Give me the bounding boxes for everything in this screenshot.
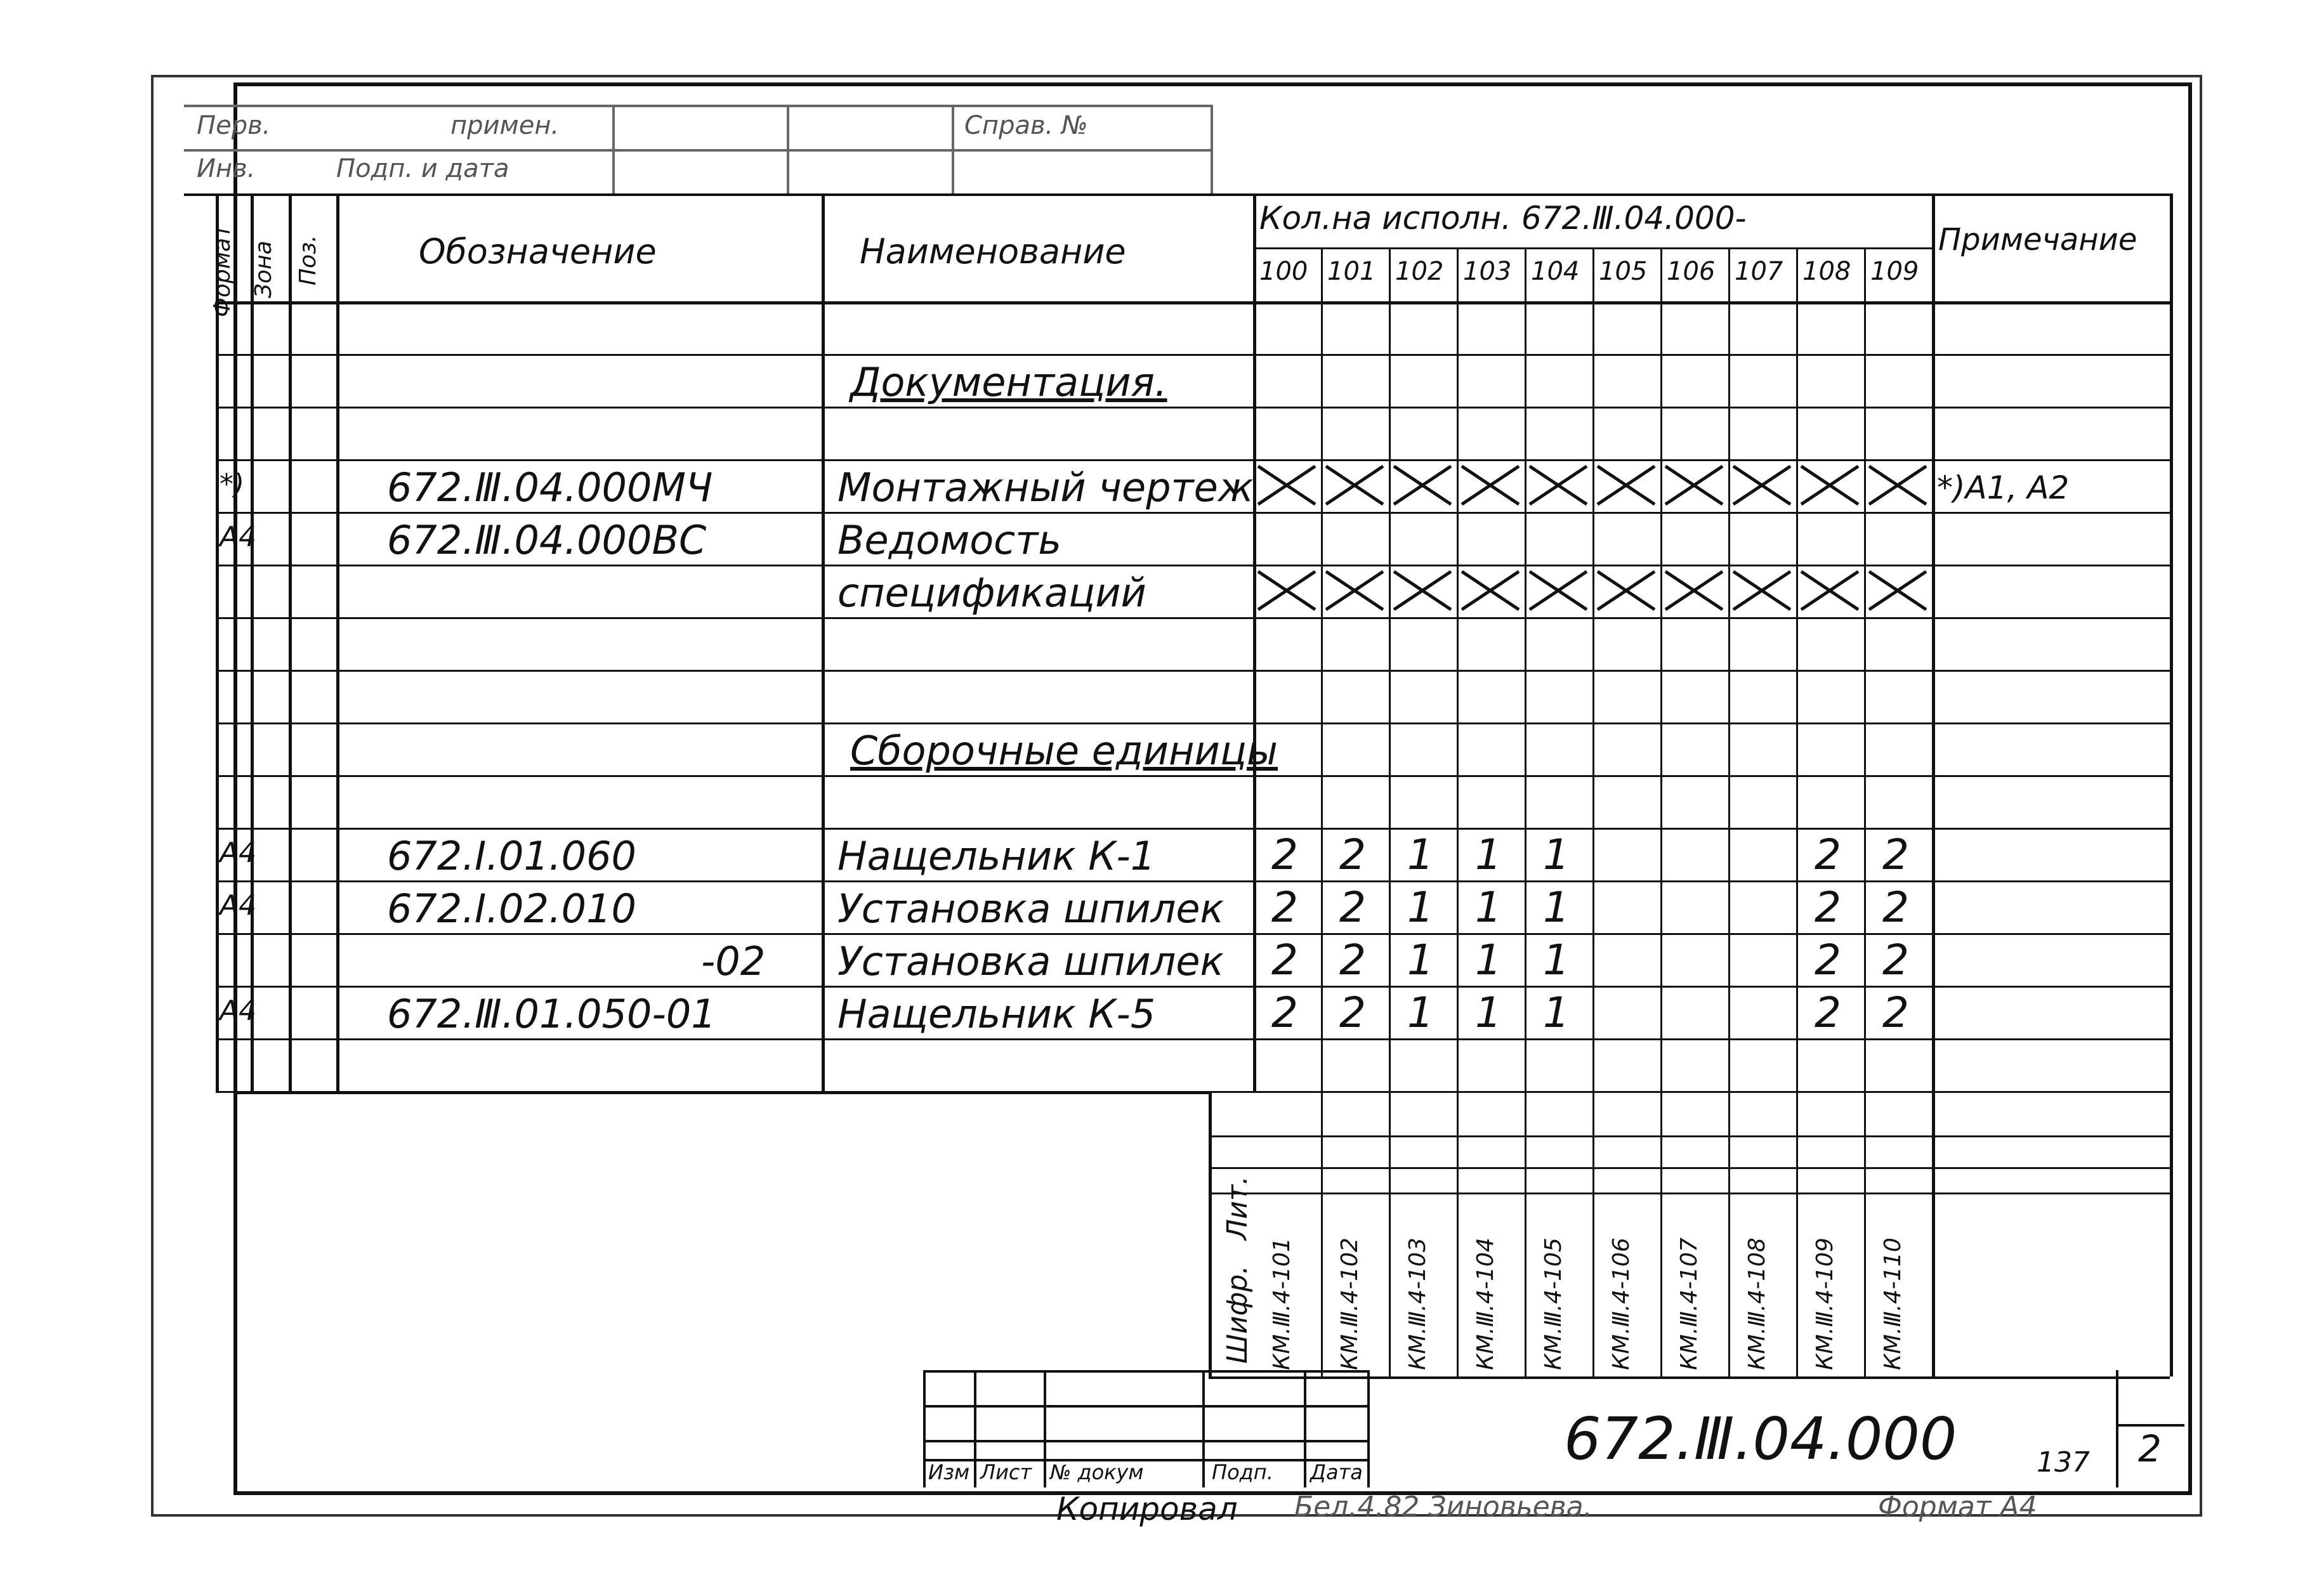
cipher-5: КМ.Ⅲ.4-105	[1540, 1238, 1566, 1370]
row-designation: -02	[701, 938, 766, 984]
cipher-label: Шифр.	[1221, 1265, 1254, 1364]
row-name: Монтажный чертеж	[837, 464, 1254, 511]
page-number: 137	[2037, 1446, 2090, 1479]
col-format-header: Формат	[209, 224, 235, 317]
cipher-7: КМ.Ⅲ.4-107	[1676, 1238, 1702, 1370]
cipher-3: КМ.Ⅲ.4-103	[1405, 1238, 1431, 1370]
row-format: *)	[220, 468, 245, 500]
variant-header-100: 100	[1259, 257, 1308, 286]
not-applicable-mark	[1391, 568, 1454, 613]
qty-cell: 2	[1815, 883, 1841, 932]
variant-header-108: 108	[1802, 257, 1851, 286]
sheet-number: 2	[2138, 1427, 2162, 1470]
stamp-r1c3: примен.	[450, 111, 560, 140]
section-heading: Сборочные единицы	[850, 728, 1278, 774]
footer-format: Формат А4	[1878, 1491, 2037, 1523]
qty-cell: 2	[1815, 830, 1841, 879]
tb-col-list: Лист	[980, 1460, 1032, 1484]
qty-cell: 1	[1543, 830, 1570, 879]
footer-copied-by: Бел.4.82 Зиновьева.	[1294, 1491, 1592, 1523]
qty-cell: 2	[1271, 830, 1298, 879]
qty-cell: 2	[1339, 988, 1366, 1037]
not-applicable-mark	[1255, 568, 1318, 613]
cipher-10: КМ.Ⅲ.4-110	[1880, 1238, 1906, 1370]
col-name-header: Наименование	[860, 232, 1126, 271]
qty-cell: 2	[1882, 883, 1909, 932]
qty-cell: 2	[1815, 988, 1841, 1037]
variant-header-101: 101	[1327, 257, 1376, 286]
variant-header-105: 105	[1599, 257, 1648, 286]
row-format: А4	[220, 995, 257, 1027]
qty-cell: 1	[1475, 988, 1502, 1037]
row-name: Установка шпилек	[837, 886, 1224, 932]
not-applicable-mark	[1323, 463, 1386, 507]
footer-copied-label: Копировал	[1056, 1491, 1238, 1527]
col-designation-header: Обозначение	[419, 232, 657, 271]
qty-cell: 2	[1339, 936, 1366, 984]
row-designation: 672.Ⅰ.01.060	[387, 833, 636, 879]
cipher-8: КМ.Ⅲ.4-108	[1744, 1238, 1770, 1370]
qty-cell: 2	[1271, 988, 1298, 1037]
not-applicable-mark	[1798, 463, 1861, 507]
not-applicable-mark	[1594, 463, 1658, 507]
stamp-r1c1: Перв.	[197, 111, 271, 140]
lit-label: Лит.	[1221, 1175, 1254, 1240]
row-format: А4	[220, 837, 257, 869]
qty-cell: 1	[1543, 936, 1570, 984]
not-applicable-mark	[1730, 463, 1794, 507]
col-note-header: Примечание	[1938, 222, 2137, 258]
variant-header-106: 106	[1667, 257, 1716, 286]
qty-cell: 1	[1543, 883, 1570, 932]
qty-cell: 1	[1475, 936, 1502, 984]
qty-cell: 2	[1882, 830, 1909, 879]
row-designation: 672.Ⅲ.04.000ВС	[387, 517, 707, 563]
not-applicable-mark	[1526, 463, 1590, 507]
qty-cell: 2	[1815, 936, 1841, 984]
cipher-2: КМ.Ⅲ.4-102	[1337, 1238, 1363, 1370]
qty-cell: 1	[1475, 883, 1502, 932]
qty-cell: 1	[1475, 830, 1502, 879]
row-name: спецификаций	[837, 570, 1146, 616]
col-zone-header: Зона	[251, 240, 277, 298]
qty-cell: 1	[1543, 988, 1570, 1037]
row-format: А4	[220, 889, 257, 922]
qty-cell: 2	[1882, 936, 1909, 984]
not-applicable-mark	[1866, 463, 1929, 507]
qty-cell: 2	[1882, 988, 1909, 1037]
cipher-9: КМ.Ⅲ.4-109	[1812, 1238, 1838, 1370]
stamp-r2c2: Подп. и дата	[336, 154, 509, 183]
not-applicable-mark	[1459, 463, 1522, 507]
title-block	[923, 1370, 2184, 1487]
not-applicable-mark	[1323, 568, 1386, 613]
variant-header-104: 104	[1531, 257, 1580, 286]
not-applicable-mark	[1866, 568, 1929, 613]
qty-cell: 2	[1271, 936, 1298, 984]
not-applicable-mark	[1798, 568, 1861, 613]
row-name: Ведомость	[837, 517, 1061, 563]
qty-cell: 1	[1407, 830, 1434, 879]
variant-header-103: 103	[1463, 257, 1512, 286]
stamp-r2c1: Инв.	[197, 154, 256, 183]
not-applicable-mark	[1255, 463, 1318, 507]
row-note: *)А1, А2	[1937, 469, 2070, 506]
row-designation: 672.Ⅲ.04.000МЧ	[387, 464, 713, 511]
col-qty-header: Кол.на исполн. 672.Ⅲ.04.000-	[1259, 200, 1747, 237]
variant-header-107: 107	[1735, 257, 1783, 286]
row-name: Установка шпилек	[837, 938, 1224, 984]
qty-cell: 1	[1407, 936, 1434, 984]
not-applicable-mark	[1391, 463, 1454, 507]
not-applicable-mark	[1526, 568, 1590, 613]
variant-header-109: 109	[1870, 257, 1919, 286]
qty-cell: 1	[1407, 883, 1434, 932]
not-applicable-mark	[1662, 463, 1726, 507]
qty-cell: 1	[1407, 988, 1434, 1037]
row-designation: 672.Ⅰ.02.010	[387, 886, 636, 932]
not-applicable-mark	[1730, 568, 1794, 613]
section-heading: Документация.	[850, 359, 1167, 405]
tb-col-doc: № докум	[1050, 1460, 1144, 1484]
not-applicable-mark	[1662, 568, 1726, 613]
tb-col-date: Дата	[1310, 1460, 1363, 1484]
qty-cell: 2	[1271, 883, 1298, 932]
variant-header-102: 102	[1395, 257, 1444, 286]
cipher-6: КМ.Ⅲ.4-106	[1608, 1238, 1634, 1370]
tb-col-izm: Изм	[928, 1460, 970, 1484]
document-number: 672.Ⅲ.04.000	[1564, 1405, 1957, 1473]
qty-cell: 2	[1339, 883, 1366, 932]
row-format: А4	[220, 521, 257, 553]
row-name: Нащельник К-1	[837, 833, 1156, 879]
stamp-r1c4: Справ. №	[964, 111, 1088, 140]
cipher-4: КМ.Ⅲ.4-104	[1473, 1238, 1499, 1370]
qty-cell: 2	[1339, 830, 1366, 879]
not-applicable-mark	[1459, 568, 1522, 613]
row-name: Нащельник К-5	[837, 991, 1156, 1037]
row-designation: 672.Ⅲ.01.050-01	[387, 991, 716, 1037]
not-applicable-mark	[1594, 568, 1658, 613]
col-pos-header: Поз.	[295, 235, 321, 285]
top-stamp	[184, 105, 1212, 193]
cipher-1: КМ.Ⅲ.4-101	[1269, 1238, 1295, 1370]
tb-col-sign: Подп.	[1212, 1460, 1273, 1484]
